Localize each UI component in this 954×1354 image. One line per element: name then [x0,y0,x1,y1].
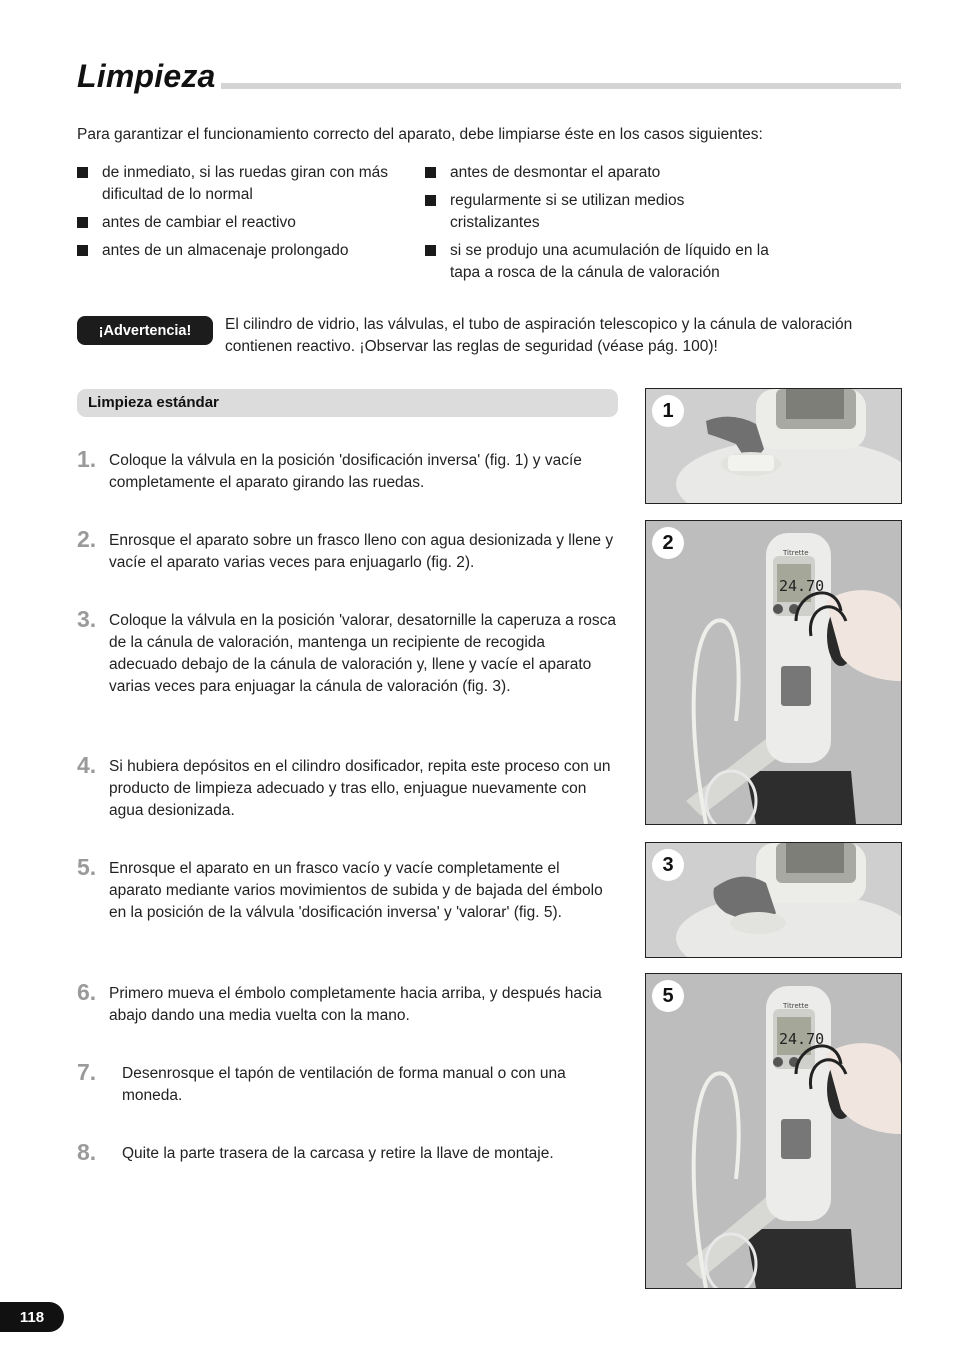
step-text: Quite la parte trasera de la carcasa y retire la llave de montaje. [122,1145,554,1162]
warning-badge: ¡Advertencia! [77,316,213,345]
square-bullet-icon [425,195,436,206]
list-item [77,212,407,234]
list-item [425,190,725,234]
figure-5-device-photo [645,973,902,1289]
step-2 [77,528,622,574]
square-bullet-icon [425,167,436,178]
square-bullet-icon [77,245,88,256]
list-item-text: antes de desmontar el aparato [450,164,661,181]
square-bullet-icon [77,217,88,228]
valve-illustration [646,843,901,957]
step-text: Si hubiera depósitos en el cilindro dosificador, repita este proceso con un producto de limpieza adecuado y tras ello, enjuague nuevamente con agua desionizada. [109,758,611,819]
list-item-text: de inmediato, si las ruedas giran con más dificultad de lo normal [102,164,389,203]
list-item [425,162,815,184]
valve-illustration [646,389,901,503]
square-bullet-icon [425,245,436,256]
step-number: 5. [77,854,97,880]
device-brand-text: Titrette [783,549,809,557]
step-6 [77,981,622,1027]
step-5 [77,856,622,924]
figure-2-device-photo [645,520,902,825]
step-text: Desenrosque el tapón de ventilación de forma manual o con una moneda. [122,1065,566,1104]
step-text: Enrosque el aparato sobre un frasco lleno con agua desionizada y llene y vacíe el aparato varias veces para enjuagarlo (fig. 2). [109,532,614,571]
page-title: Limpieza [77,58,216,94]
intro-text: Para garantizar el funcionamiento correcto del aparato, debe limpiarse éste en los casos siguientes: [77,126,763,143]
list-item-text: antes de cambiar el reactivo [102,214,296,231]
page-number: 118 [0,1302,64,1332]
step-number: 2. [77,526,97,552]
step-3 [77,608,622,698]
list-item-text: antes de un almacenaje prolongado [102,242,349,259]
figure-label: 3 [652,849,684,881]
list-item [77,240,407,262]
section-header [77,389,618,417]
step-number: 8. [77,1139,97,1165]
step-number: 3. [77,606,97,632]
figure-3-valve-photo [645,842,902,958]
step-text: Primero mueva el émbolo completamente hacia arriba, y después hacia abajo dando una media vuelta con la mano. [109,985,602,1024]
figure-label: 2 [652,527,684,559]
step-number: 4. [77,752,97,778]
figure-label: 1 [652,395,684,427]
list-item [425,240,800,284]
step-number: 6. [77,979,97,1005]
step-4 [77,754,622,822]
step-8 [77,1141,622,1165]
section-title: Limpieza estándar [88,394,219,411]
step-text: Enrosque el aparato en un frasco vacío y vacíe completamente el aparato mediante varios movimientos de subida y de bajada del émbolo en la posición de la válvula 'dosificación inversa' y 'valorar' (fig. 5). [109,860,603,921]
step-text: Coloque la válvula en la posición 'dosificación inversa' (fig. 1) y vacíe completamente el aparato girando las ruedas. [109,452,582,491]
device-brand-text: Titrette [783,1002,809,1010]
figure-label: 5 [652,980,684,1012]
step-7 [77,1061,622,1107]
warning-text: El cilindro de vidrio, las válvulas, el tubo de aspiración telescopico y la cánula de valoración contienen reactivo. ¡Observar las reglas de seguridad (véase pág. 100)! [225,316,853,355]
square-bullet-icon [77,167,88,178]
bullet-list-right [425,162,815,290]
bullet-list-left [77,162,407,268]
step-number: 1. [77,446,97,472]
step-text: Coloque la válvula en la posición 'valorar, desatornille la caperuza a rosca de la cánula de valoración, mantenga un recipiente de recogida adecuado debajo de la cánula de valoración y, llene y vacíe el aparato varias veces para enjuagar la cánula de valoración (fig. 3). [109,612,617,695]
device-illustration [646,974,901,1288]
step-number: 7. [77,1059,97,1085]
list-item [77,162,397,206]
step-1 [77,448,622,494]
list-item-text: si se produjo una acumulación de líquido en la tapa a rosca de la cánula de valoración [450,242,769,281]
figure-1-valve-photo [645,388,902,504]
device-display-text: 24.70 [779,577,825,595]
device-display-text: 24.70 [779,1030,825,1048]
list-item-text: regularmente si se utilizan medios cristalizantes [450,192,685,231]
title-rule [221,83,901,89]
device-illustration [646,521,901,824]
